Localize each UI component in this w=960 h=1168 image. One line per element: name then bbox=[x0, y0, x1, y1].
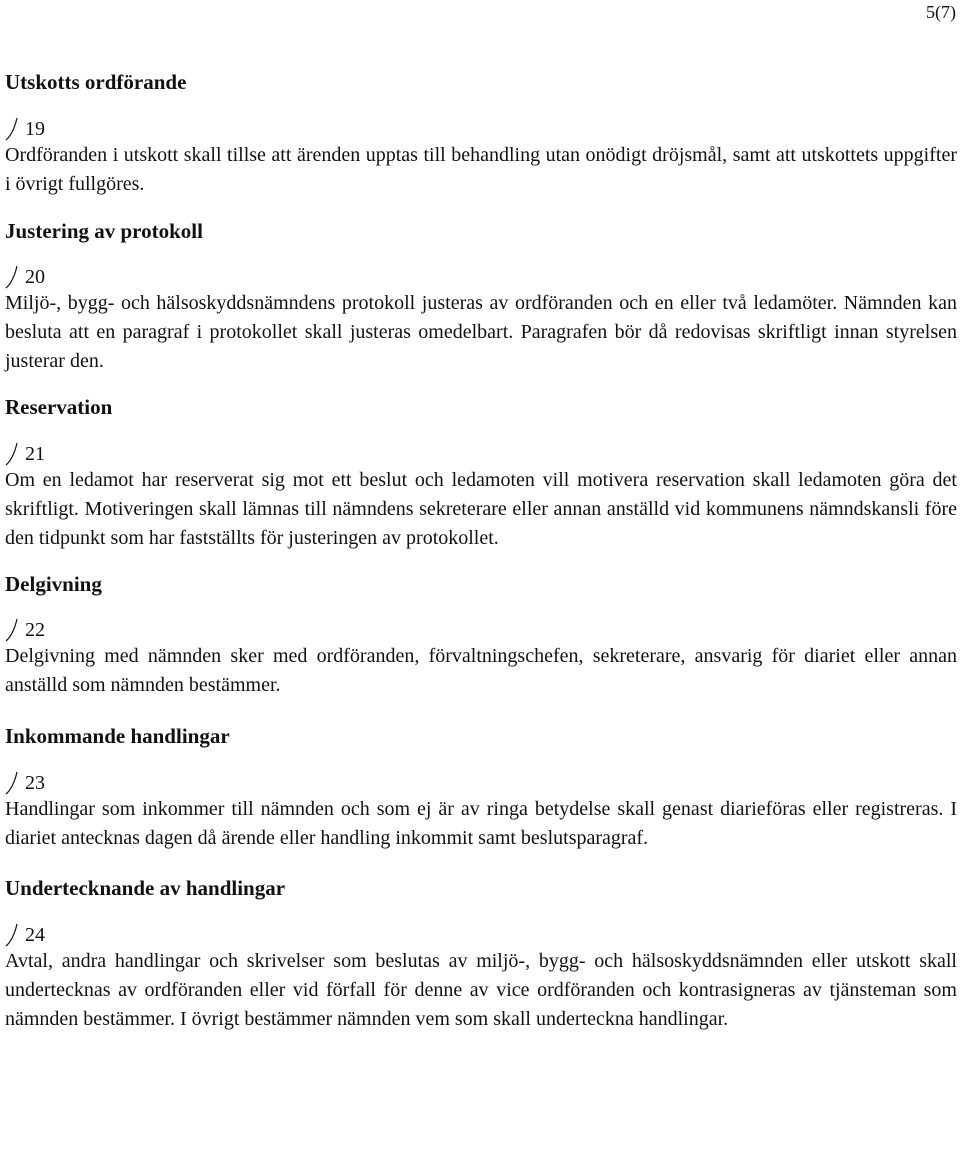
paragraph-text: Miljö-, bygg- och hälsoskyddsnämndens protokoll justeras av ordföranden och en eller två ledamöter. Nämnden kan besluta att en paragraf i protokollet skall justeras omedelbart. Paragrafen bör då redovisas skriftligt innan styrelsen justerar den. bbox=[5, 292, 957, 372]
section-sign-icon bbox=[5, 265, 19, 289]
section-heading: Utskotts ordförande bbox=[5, 70, 187, 94]
paragraph-marker bbox=[5, 923, 957, 947]
paragraph-marker bbox=[5, 265, 957, 289]
section-sign-icon bbox=[5, 618, 19, 642]
paragraph-text: Om en ledamot har reserverat sig mot ett beslut och ledamoten vill motivera reservation skall ledamoten göra det skriftligt. Motiveringen skall lämnas till nämndens sekreterare eller annan anställd vid kommunens nämndskansli före den tidpunkt som har fastställts för justeringen av protokollet. bbox=[5, 469, 957, 549]
paragraph-text: Handlingar som inkommer till nämnden och som ej är av ringa betydelse skall genast diarieföras eller registreras. I diariet antecknas dagen då ärende eller handling inkommit samt beslutsparagraf. bbox=[5, 798, 957, 849]
section-sign-icon bbox=[5, 923, 19, 947]
section-heading: Inkommande handlingar bbox=[5, 724, 230, 748]
paragraph-number: 24 bbox=[25, 924, 45, 946]
paragraph-text: Ordföranden i utskott skall tillse att ärenden upptas till behandling utan onödigt dröjsmål, samt att utskottets uppgifter i övrigt fullgöres. bbox=[5, 144, 957, 195]
document-body bbox=[5, 68, 957, 1034]
paragraph-marker bbox=[5, 771, 957, 795]
paragraph-number: 23 bbox=[25, 772, 45, 794]
section-sign-icon bbox=[5, 771, 19, 795]
paragraph-text: Delgivning med nämnden sker med ordföranden, förvaltningschefen, sekreterare, ansvarig för diariet eller annan anställd som nämnden bestämmer. bbox=[5, 645, 957, 696]
section-heading: Justering av protokoll bbox=[5, 219, 203, 243]
section-sign-icon bbox=[5, 442, 19, 466]
section-heading: Delgivning bbox=[5, 572, 102, 596]
paragraph-number: 21 bbox=[25, 443, 45, 465]
page-number: 5(7) bbox=[926, 2, 956, 22]
paragraph-text: Avtal, andra handlingar och skrivelser som beslutas av miljö-, bygg- och hälsoskyddsnämnden eller utskott skall undertecknas av ordföranden eller vid förfall för denne av vice ordföranden och kontrasigneras av tjänsteman som nämnden bestämmer. I övrigt bestämmer nämnden vem som skall underteckna handlingar. bbox=[5, 950, 957, 1030]
paragraph-marker bbox=[5, 117, 957, 141]
paragraph-marker bbox=[5, 442, 957, 466]
paragraph-number: 20 bbox=[25, 266, 45, 288]
section-heading: Reservation bbox=[5, 395, 113, 419]
section-sign-icon bbox=[5, 117, 19, 141]
paragraph-marker bbox=[5, 618, 957, 642]
section-heading: Undertecknande av handlingar bbox=[5, 876, 286, 900]
paragraph-number: 19 bbox=[25, 118, 45, 140]
paragraph-number: 22 bbox=[25, 619, 45, 641]
